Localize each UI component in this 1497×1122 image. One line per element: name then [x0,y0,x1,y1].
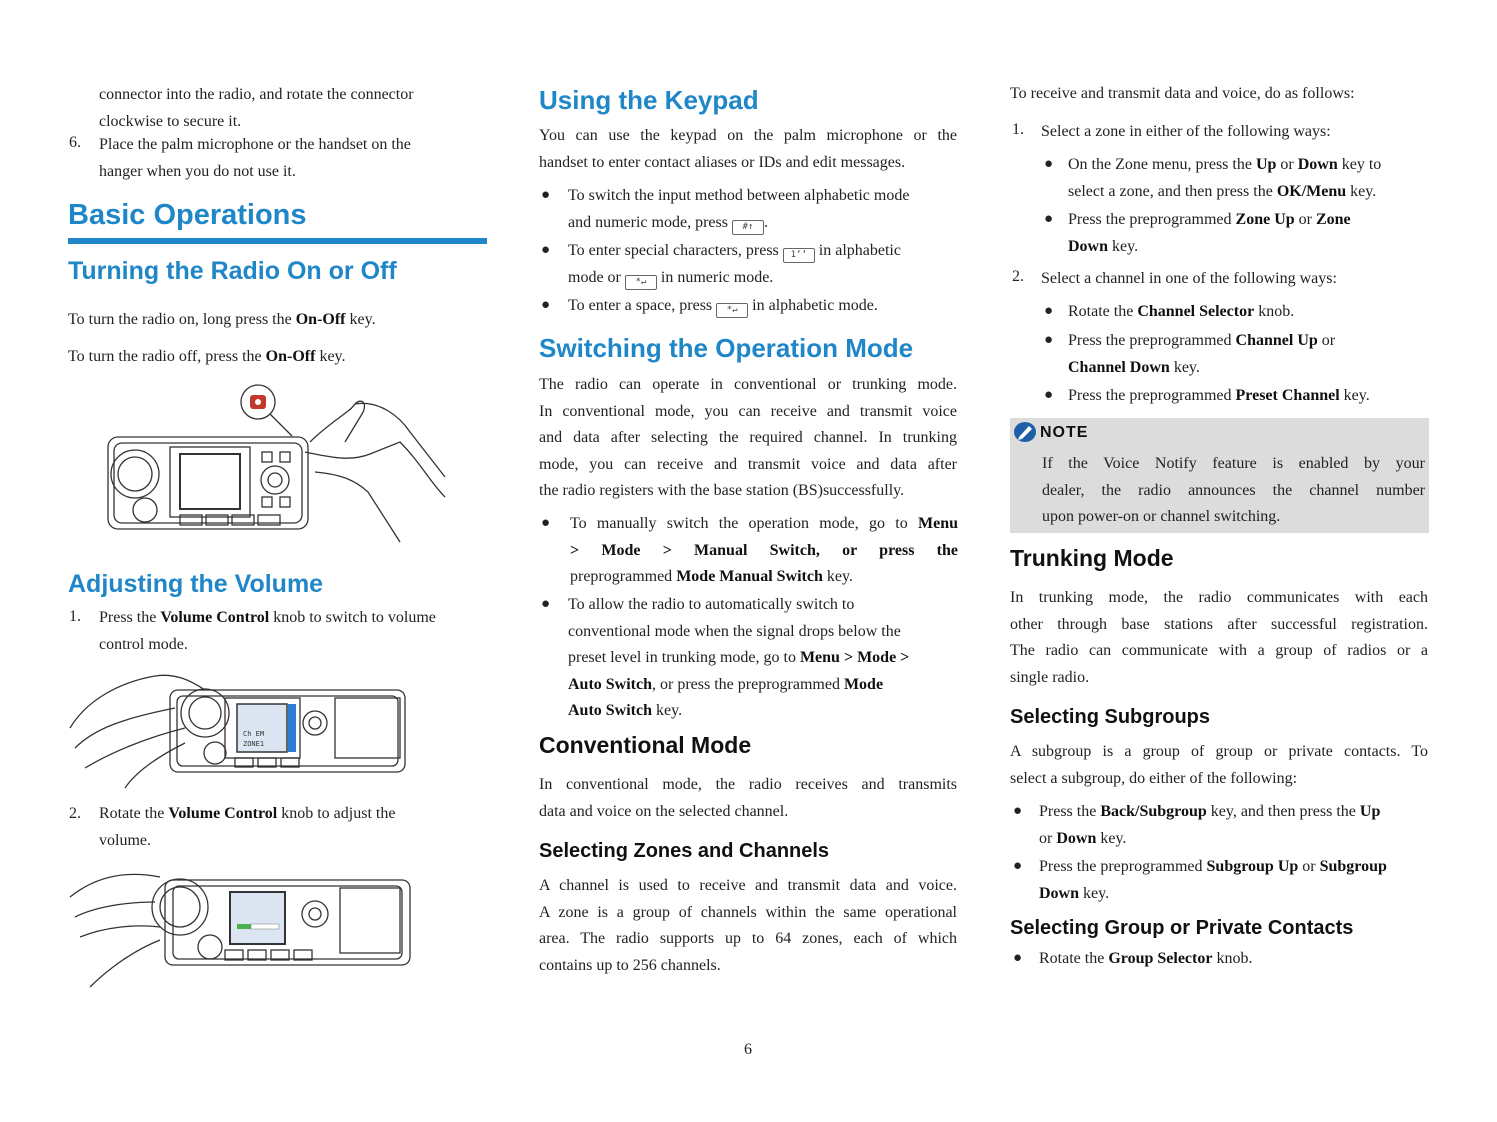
group-bullet-1: Rotate the Group Selector knob. [1039,950,1253,967]
heading-trunking-mode: Trunking Mode [1010,545,1174,571]
step-2: Select a channel in one of the following ways: [1041,270,1337,287]
subgroup-bullet-1: Press the Back/Subgroup key, and then press the Up or Down key. [1039,803,1381,847]
channel-bullet-3: Press the preprogrammed Preset Channel key. [1068,387,1370,404]
step-6-number: 6. [69,134,81,151]
rotate-volume-knob-illustration [65,862,415,992]
bullet-icon: ● [541,297,551,313]
heading-adjusting-volume: Adjusting the Volume [68,570,324,598]
switch-bullet-1: To manually switch the operation mode, go to Menu > Mode > Manual Switch, or press the preprogrammed Mode Manual Switch key. [570,515,958,585]
screen-text-zone: ZONE1 [243,740,265,748]
step-1: Select a zone in either of the following ways: [1041,123,1331,140]
keypad-bullet-3: To enter a space, press *↵ in alphabetic mode. [568,293,878,320]
bullet-icon: ● [1013,803,1023,819]
star-key-icon: *↵ [625,275,657,290]
menu-path: Auto Switch [568,675,653,693]
switch-paragraph: The radio can operate in conventional or trunking mode. In conventional mode, you can receive and transmit voice and data after selecting the required channel. In trunking mode, you can receive and transmit voice and data after the radio registers with the base station (BS)successfully. [539,376,957,499]
step-2-number: 2. [1012,268,1024,285]
bullet-icon: ● [1044,303,1054,319]
channel-bullet-1: Rotate the Channel Selector knob. [1068,303,1295,320]
conventional-paragraph: In conventional mode, the radio receives and transmits data and voice on the selected channel. [539,776,957,820]
pound-key-icon: #↑ [732,220,764,235]
menu-path: > Mode > Manual Switch, or press the [570,541,958,559]
heading-rule [68,238,487,244]
note-icon [1013,421,1039,443]
intro-text: To receive and transmit data and voice, do as follows: [1010,85,1355,102]
key-name: Auto Switch [568,702,653,719]
zones-paragraph: A channel is used to receive and transmit data and voice. A zone is a group of channels within the same operational area. The radio supports up to 64 zones, each of which contains up to 256 channels. [539,877,957,974]
vol-step-2: Rotate the Volume Control knob to adjust the volume. [99,805,396,849]
menu-path: Menu [918,515,958,532]
bullet-icon: ● [1013,950,1023,966]
press-volume-knob-illustration [65,668,410,793]
subgroups-paragraph: A subgroup is a group of group or private contacts. To select a subgroup, do either of the following: [1010,743,1428,787]
note-box [1010,418,1429,533]
key-name: On-Off [265,348,316,365]
turn-on-text: To turn the radio on, long press the On-Off key. [68,311,376,328]
step-6 [99,132,411,185]
bullet-icon: ● [1044,156,1054,172]
menu-path: Menu > Mode > [799,649,910,666]
bullet-icon: ● [1013,858,1023,874]
subgroup-bullet-2: Press the preprogrammed Subgroup Up or Subgroup Down key. [1039,858,1387,902]
bullet-icon: ● [1044,387,1054,403]
star-key-icon: *↵ [716,303,748,318]
key-name: On-Off [295,311,346,328]
vol-step-1-number: 1. [69,608,81,625]
heading-using-keypad: Using the Keypad [539,85,759,115]
channel-bullet-2: Press the preprogrammed Channel Up or Channel Down key. [1068,332,1336,376]
key-name: Volume Control [160,609,270,626]
note-text: If the Voice Notify feature is enabled by your dealer, the radio announces the channel number upon power-on or channel switching. [1042,455,1425,525]
heading-switching-operation-mode: Switching the Operation Mode [539,333,914,363]
screen-text-ch: Ch EM [243,730,265,738]
switch-bullet-2: To allow the radio to automatically switch to conventional mode when the signal drops below the preset level in trunking mode, go to Menu > Mode > Auto Switch, or press the preprogrammed Mode Auto Switch key. [568,596,910,719]
vol-step-2-number: 2. [69,805,81,822]
heading-basic-operations: Basic Operations [68,199,307,231]
bullet-icon: ● [541,596,551,612]
heading-selecting-subgroups: Selecting Subgroups [1010,706,1211,728]
radio-power-illustration [100,382,450,557]
heading-selecting-group-private-contacts: Selecting Group or Private Contacts [1010,917,1354,939]
step-5-continued [99,82,414,135]
heading-conventional-mode: Conventional Mode [539,732,752,758]
bullet-icon: ● [1044,332,1054,348]
zone-bullet-2: Press the preprogrammed Zone Up or Zone Down key. [1068,211,1351,255]
text-line: Place the palm microphone or the handset on the [99,136,411,153]
text-line: connector into the radio, and rotate the connector [99,86,414,103]
text-line: clockwise to secure it. [99,112,242,130]
turn-off-text: To turn the radio off, press the On-Off key. [68,348,346,365]
bullet-icon: ● [541,242,551,258]
step-1-number: 1. [1012,121,1024,138]
trunking-paragraph: In trunking mode, the radio communicates with each other through base stations after successful registration. The radio can communicate with a group of radios or a single radio. [1010,589,1428,686]
key-name: Volume Control [168,805,278,822]
one-key-icon: 1‘‘ [783,248,815,263]
bullet-icon: ● [541,187,551,203]
zone-bullet-1: On the Zone menu, press the Up or Down key to select a zone, and then press the OK/Menu key. [1068,156,1382,200]
heading-turning-radio-on-off: Turning the Radio On or Off [68,257,397,285]
text-line: hanger when you do not use it. [99,162,296,180]
key-name: Mode [843,675,884,693]
keypad-bullet-2: To enter special characters, press 1‘‘ in alphabetic mode or *↵ in numeric mode. [568,238,901,291]
page-number: 6 [744,1041,752,1058]
keypad-bullet-1: To switch the input method between alphabetic mode and numeric mode, press #↑ . [568,183,909,236]
key-name: Mode Manual Switch [676,568,823,585]
vol-step-1: Press the Volume Control knob to switch to volume control mode. [99,609,436,653]
bullet-icon: ● [541,515,551,531]
keypad-paragraph: You can use the keypad on the palm microphone or the handset to enter contact aliases or IDs and edit messages. [539,127,957,171]
heading-selecting-zones-channels: Selecting Zones and Channels [539,840,830,862]
note-label: NOTE [1040,424,1089,441]
bullet-icon: ● [1044,211,1054,227]
